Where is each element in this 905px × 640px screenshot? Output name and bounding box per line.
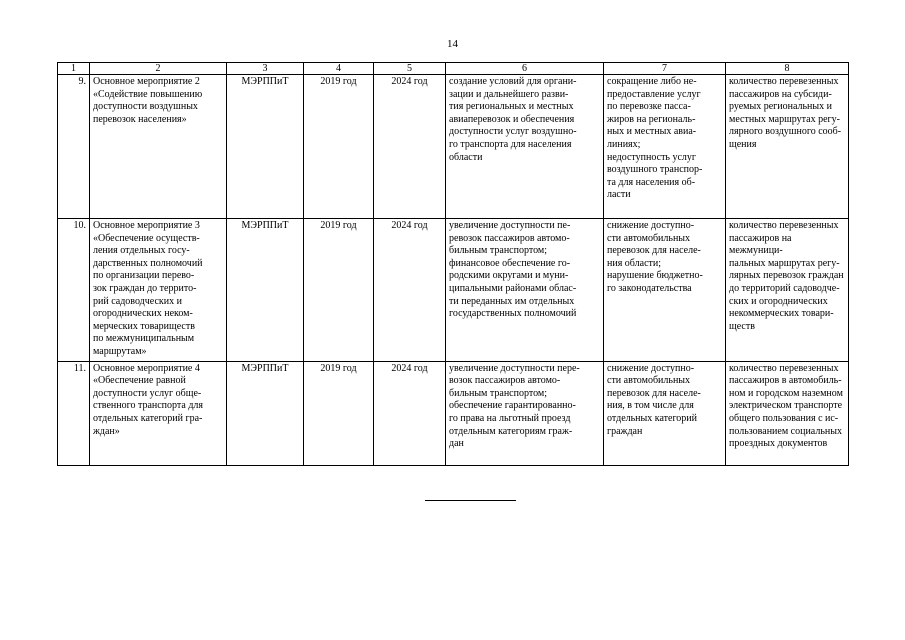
- header-col-8: 8: [726, 63, 849, 75]
- related-indicator: количество перевезенных пассажиров на межмуници- пальных маршрутах регу- лярных перевозок граждан до территорий садоводче- ских и огороднических некоммерческих товари- ществ: [726, 219, 849, 362]
- header-col-5: 5: [374, 63, 446, 75]
- expected-result: создание условий для органи- зации и дальнейшего разви- тия региональных и местных авиаперевозок и обеспечения доступности услуг воздушно- го транспорта для населения области: [446, 75, 604, 219]
- start-year: 2019 год: [304, 361, 374, 465]
- row-number: 10.: [58, 219, 90, 362]
- table-row: [58, 219, 849, 362]
- program-activities-table: [57, 62, 849, 466]
- header-col-6: 6: [446, 63, 604, 75]
- non-implementation-consequences: снижение доступно- сти автомобильных перевозок для населе- ния, в том числе для отдельных категорий граждан: [604, 361, 726, 465]
- header-col-1: 1: [58, 63, 90, 75]
- executor: МЭРППиТ: [227, 219, 304, 362]
- related-indicator: количество перевезенных пассажиров в автомобиль- ном и городском наземном электрическом транспорте общего пользования с ис- пользованием социальных проездных документов: [726, 361, 849, 465]
- activity-name: Основное мероприятие 2 «Содействие повышению доступности воздушных перевозок населения»: [90, 75, 227, 219]
- header-col-3: 3: [227, 63, 304, 75]
- activity-name: Основное мероприятие 4 «Обеспечение равной доступности услуг обще- ственного транспорта для отдельных категорий гра- ждан»: [90, 361, 227, 465]
- end-of-table-rule: [425, 500, 516, 501]
- header-col-4: 4: [304, 63, 374, 75]
- start-year: 2019 год: [304, 75, 374, 219]
- row-number: 9.: [58, 75, 90, 219]
- header-col-2: 2: [90, 63, 227, 75]
- end-year: 2024 год: [374, 361, 446, 465]
- header-col-7: 7: [604, 63, 726, 75]
- expected-result: увеличение доступности пере- возок пассажиров автомо- бильным транспортом; обеспечение гарантированно- го права на льготный проезд отдельным категориям граж- дан: [446, 361, 604, 465]
- executor: МЭРППиТ: [227, 75, 304, 219]
- header-row: [58, 63, 849, 75]
- non-implementation-consequences: сокращение либо не- предоставление услуг по перевозке пасса- жиров на региональ- ных и местных авиа- линиях; недоступность услуг воздушного транспор- та для населения об- ласти: [604, 75, 726, 219]
- related-indicator: количество перевезенных пассажиров на субсиди- руемых региональных и местных маршрутах регу- лярного воздушного сооб- щения: [726, 75, 849, 219]
- expected-result: увеличение доступности пе- ревозок пассажиров автомо- бильным транспортом; финансовое обеспечение го- родскими округами и муни- ципальными районами облас- ти переданных им отдельных государственных полномочий: [446, 219, 604, 362]
- executor: МЭРППиТ: [227, 361, 304, 465]
- end-year: 2024 год: [374, 219, 446, 362]
- row-number: 11.: [58, 361, 90, 465]
- table-row: [58, 361, 849, 465]
- page-number: 14: [447, 38, 458, 50]
- end-year: 2024 год: [374, 75, 446, 219]
- table-row: [58, 75, 849, 219]
- start-year: 2019 год: [304, 219, 374, 362]
- non-implementation-consequences: снижение доступно- сти автомобильных перевозок для населе- ния области; нарушение бюджетно- го законодательства: [604, 219, 726, 362]
- activity-name: Основное мероприятие 3 «Обеспечение осуществ- ления отдельных госу- дарственных полномочий по организации перево- зок граждан до террито- рий садоводческих и огороднических неком- мерческих товариществ по межмуниципальным маршрутам»: [90, 219, 227, 362]
